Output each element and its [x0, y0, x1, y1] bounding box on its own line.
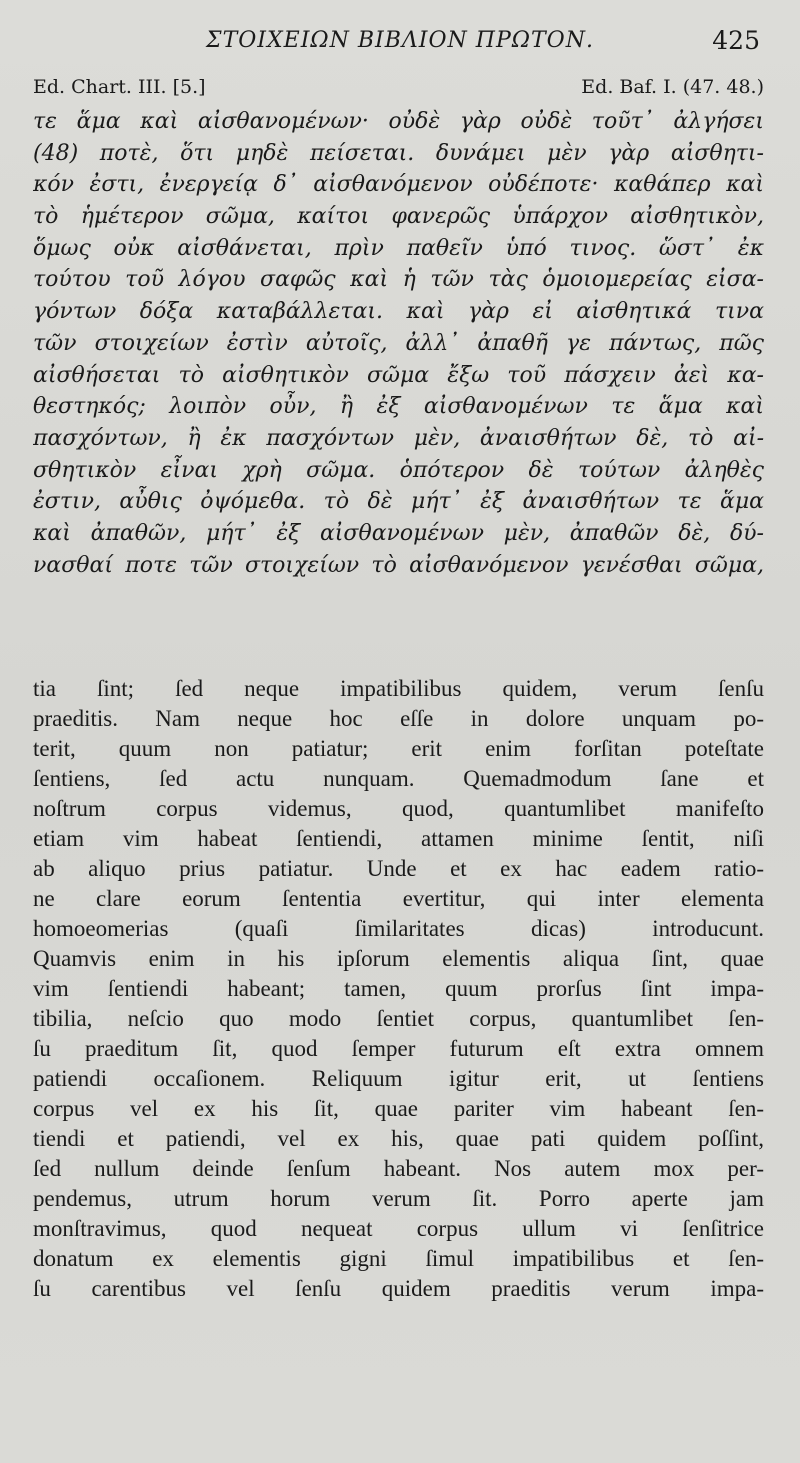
latin-line: homoeomerias (quaſi ſimilaritates dicas) introducunt.	[33, 916, 764, 941]
greek-line: τῶν στοιχείων ἐστὶν αὐτοῖς, ἀλλ᾽ ἀπαθῆ γε πάντως, πῶς	[33, 330, 764, 356]
greek-line: τε ἅμα καὶ αἰσθανομένων· οὐδὲ γὰρ οὐδὲ τοῦτ᾽ ἀλγήσει	[33, 109, 764, 134]
greek-line: καὶ ἀπαθῶν, μήτ᾽ ἐξ αἰσθανομένων μὲν, ἀπαθῶν δὲ, δύ-	[33, 520, 764, 546]
latin-line: corpus vel ex his ſit, quae pariter vim habeant ſen-	[33, 1096, 764, 1121]
latin-line: tibilia, neſcio quo modo ſentiet corpus, quantumlibet ſen-	[33, 1006, 764, 1031]
greek-line: γόντων δόξα καταβάλλεται. καὶ γὰρ εἰ αἰσθητικά τινα	[33, 299, 764, 325]
greek-line: αἰσθήσεται τὸ αἰσθητικὸν σῶμα ἔξω τοῦ πάσχειν ἀεὶ κα-	[33, 362, 764, 388]
greek-line: πασχόντων, ἢ ἐκ πασχόντων μὲν, ἀναισθήτων δὲ, τὸ αἰ-	[33, 425, 764, 451]
latin-line: donatum ex elementis gigni ſimul impatibilibus et ſen-	[33, 1246, 764, 1271]
greek-line: τούτου τοῦ λόγου σαφῶς καὶ ἡ τῶν τὰς ὁμοιομερείας εἰσα-	[33, 267, 764, 293]
latin-line: ab aliquo prius patiatur. Unde et ex hac eadem ratio-	[33, 856, 764, 881]
greek-line: ἐστιν, αὖθις ὀψόμεθα. τὸ δὲ μήτ᾽ ἐξ ἀναισθήτων τε ἅμα	[33, 489, 764, 515]
running-header	[0, 28, 800, 68]
greek-line: νασθαί ποτε τῶν στοιχείων τὸ αἰσθανόμενον γενέσθαι σῶμα,	[33, 552, 764, 578]
greek-line: ὅμως οὐκ αἰσθάνεται, πρὶν παθεῖν ὑπό τινος. ὥστ᾽ ἐκ	[33, 235, 764, 261]
greek-line: τὸ ἡμέτερον σῶμα, καίτοι φανερῶς ὑπάρχον αἰσθητικὸν,	[33, 204, 764, 230]
latin-line: praeditis. Nam neque hoc eſſe in dolore unquam po-	[33, 706, 764, 731]
latin-text-block	[33, 674, 764, 1304]
latin-line: Quamvis enim in his ipſorum elementis aliqua ſint, quae	[33, 946, 764, 971]
running-title: ΣΤΟΙΧΕΙΩΝ ΒΙΒΛΙΟΝ ΠΡΩΤΟΝ.	[206, 28, 594, 53]
edition-reference-left: Ed. Chart. III. [5.]	[33, 76, 206, 98]
latin-line: ſu carentibus vel ſenſu quidem praeditis verum impa-	[33, 1276, 764, 1301]
latin-line: monſtravimus, quod nequeat corpus ullum vi ſenſitrice	[33, 1216, 764, 1241]
latin-line: tiendi et patiendi, vel ex his, quae pati quidem poſſint,	[33, 1126, 764, 1151]
edition-references	[33, 76, 764, 104]
latin-line: ne clare eorum ſententia evertitur, qui inter elementa	[33, 886, 764, 911]
latin-line: ſed nullum deinde ſenſum habeant. Nos autem mox per-	[33, 1156, 764, 1181]
greek-line: (48) ποτὲ, ὅτι μηδὲ πείσεται. δυνάμει μὲν γὰρ αἰσθητι-	[33, 140, 764, 166]
latin-line: tia ſint; ſed neque impatibilibus quidem, verum ſenſu	[33, 676, 764, 701]
greek-line: κόν ἐστι, ἐνεργείᾳ δ᾽ αἰσθανόμενον οὐδέποτε· καθάπερ καὶ	[33, 172, 764, 198]
latin-line: ſu praeditum ſit, quod ſemper futurum eſt extra omnem	[33, 1036, 764, 1061]
edition-reference-right: Ed. Baf. I. (47. 48.)	[581, 76, 764, 98]
latin-line: noſtrum corpus videmus, quod, quantumlibet manifeſto	[33, 796, 764, 821]
latin-line: patiendi occaſionem. Reliquum igitur erit, ut ſentiens	[33, 1066, 764, 1091]
greek-line: σθητικὸν εἶναι χρὴ σῶμα. ὁπότερον δὲ τούτων ἀληθὲς	[33, 457, 764, 483]
latin-line: terit, quum non patiatur; erit enim forſitan poteſtate	[33, 736, 764, 761]
latin-line: etiam vim habeat ſentiendi, attamen minime ſentit, niſi	[33, 826, 764, 851]
greek-text-block	[33, 106, 764, 581]
latin-line: ſentiens, ſed actu nunquam. Quemadmodum ſane et	[33, 766, 764, 791]
page-number: 425	[712, 26, 760, 55]
latin-line: pendemus, utrum horum verum ſit. Porro aperte jam	[33, 1186, 764, 1211]
greek-line: θεστηκός; λοιπὸν οὖν, ἢ ἐξ αἰσθανομένων τε ἅμα καὶ	[33, 394, 764, 420]
latin-line: vim ſentiendi habeant; tamen, quum prorſus ſint impa-	[33, 976, 764, 1001]
